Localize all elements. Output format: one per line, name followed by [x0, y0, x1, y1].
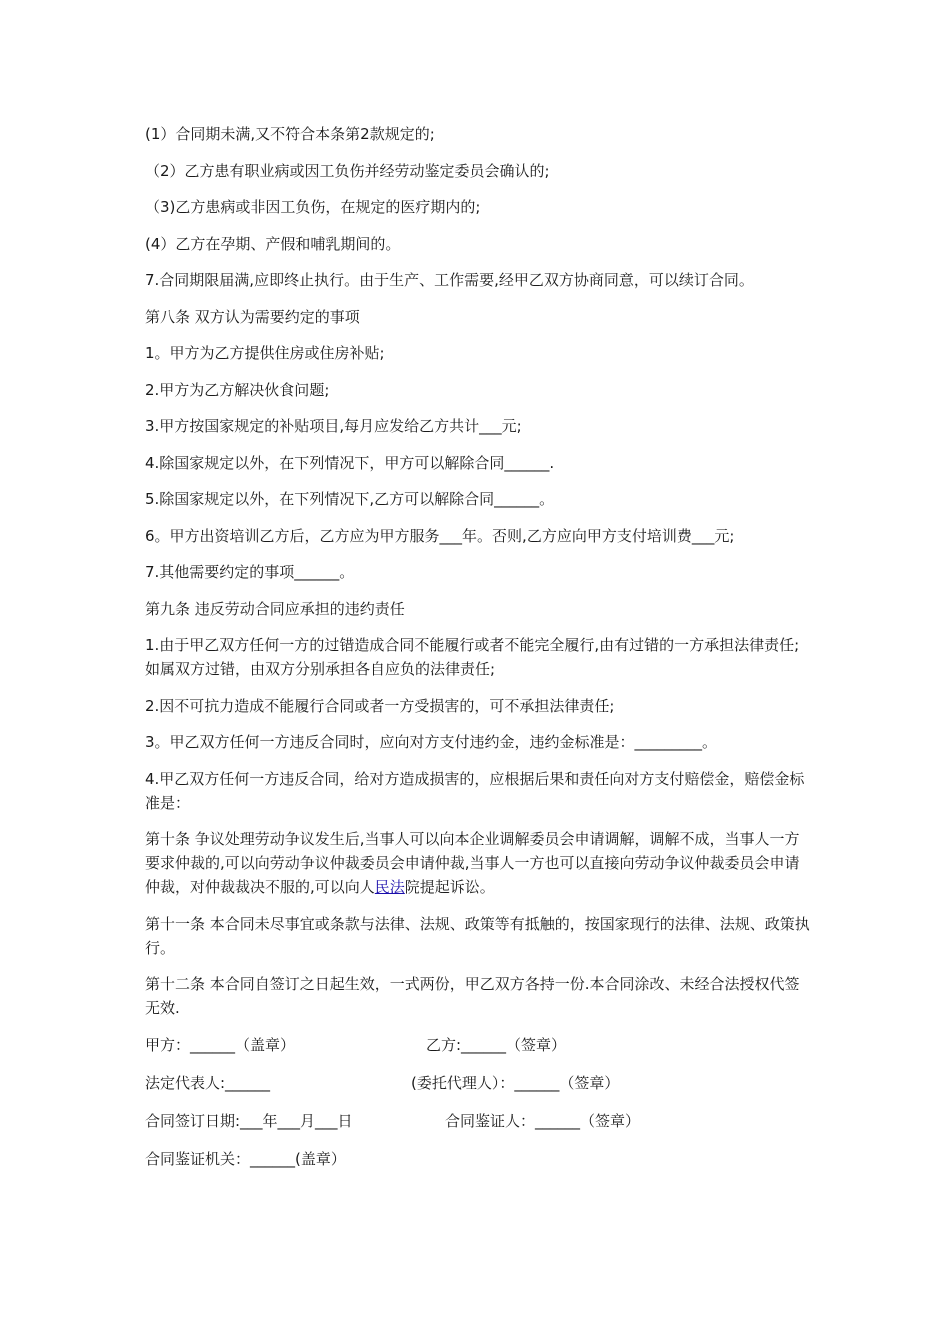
- party-a-signature: 甲方：______（盖章）: [145, 1035, 296, 1054]
- verification-authority: 合同鉴证机关：______(盖章）: [145, 1149, 346, 1168]
- article-12: 第十二条 本合同自签订之日起生效，一式两份，甲乙双方各持一份.本合同涂改、未经合法授权代签无效.: [145, 975, 800, 1017]
- article-10: [145, 827, 810, 899]
- clause-2: （2）乙方患有职业病或因工负伤并经劳动鉴定委员会确认的;: [145, 161, 550, 180]
- article-8-item-4: 4.除国家规定以外，在下列情况下，甲方可以解除合同______.: [145, 453, 555, 472]
- legal-representative: 法定代表人:______: [145, 1073, 271, 1092]
- article-10-text: 第十条 争议处理劳动争议发生后,当事人可以向本企业调解委员会申请调解，调解不成，当事人一方要求仲裁的,可以向劳动争议仲裁委员会申请仲裁,当事人一方也可以直接向劳动争议仲裁委员会申请仲裁，对仲裁裁决不服的,可以向人: [145, 830, 800, 896]
- article-9-item-2: 2.因不可抗力造成不能履行合同或者一方受损害的，可不承担法律责任;: [145, 696, 615, 715]
- signing-date: 合同签订日期:___年___月___日: [145, 1111, 353, 1130]
- clause-4: (4）乙方在孕期、产假和哺乳期间的。: [145, 234, 401, 253]
- article-8-item-6: 6。甲方出资培训乙方后，乙方应为甲方服务___年。否则,乙方应向甲方支付培训费___元;: [145, 526, 735, 545]
- clause-7-renewal: 7.合同期限届满,应即终止执行。由于生产、工作需要,经甲乙双方协商同意，可以续订合同。: [145, 271, 754, 289]
- contract-verifier: 合同鉴证人：______（签章）: [445, 1111, 641, 1130]
- article-9-item-3: 3。甲乙双方任何一方违反合同时，应向对方支付违约金，违约金标准是：_________。: [145, 733, 718, 751]
- signature-row-4: [145, 1147, 810, 1171]
- civil-law-link[interactable]: 民法: [374, 878, 405, 896]
- article-9-item-1: 1.由于甲乙双方任何一方的过错造成合同不能履行或者不能完全履行,由有过错的一方承担法律责任;如属双方过错，由双方分别承担各自应负的法律责任;: [145, 636, 800, 678]
- article-9-heading: 第九条 违反劳动合同应承担的违约责任: [145, 599, 405, 618]
- document-body: [145, 122, 810, 1185]
- party-b-signature: 乙方:______（签章）: [426, 1035, 567, 1054]
- article-8-item-3: 3.甲方按国家规定的补贴项目,每月应发给乙方共计___元;: [145, 417, 522, 435]
- article-9-item-4: 4.甲乙双方任何一方违反合同，给对方造成损害的，应根据后果和责任向对方支付赔偿金，赔偿金标准是：: [145, 769, 805, 812]
- article-8-item-1: 1。甲方为乙方提供住房或住房补贴;: [145, 344, 385, 362]
- article-8-heading: 第八条 双方认为需要约定的事项: [145, 307, 360, 326]
- article-8-item-2: 2.甲方为乙方解决伙食问题;: [145, 380, 330, 399]
- clause-1: (1）合同期未满,又不符合本条第2款规定的;: [145, 125, 435, 143]
- authorized-agent: (委托代理人）：______（签章）: [411, 1073, 620, 1092]
- article-10-tail: 院提起诉讼。: [404, 878, 495, 896]
- clause-3: （3)乙方患病或非因工负伤，在规定的医疗期内的;: [145, 198, 481, 216]
- article-11: 第十一条 本合同未尽事宜或条款与法律、法规、政策等有抵触的，按国家现行的法律、法规、政策执行。: [145, 914, 810, 957]
- article-8-item-7: 7.其他需要约定的事项______。: [145, 563, 355, 581]
- signature-row-1: [145, 1033, 810, 1057]
- signature-row-2: [145, 1071, 810, 1095]
- article-8-item-5: 5.除国家规定以外，在下列情况下,乙方可以解除合同______。: [145, 490, 555, 508]
- signature-row-3: [145, 1109, 810, 1133]
